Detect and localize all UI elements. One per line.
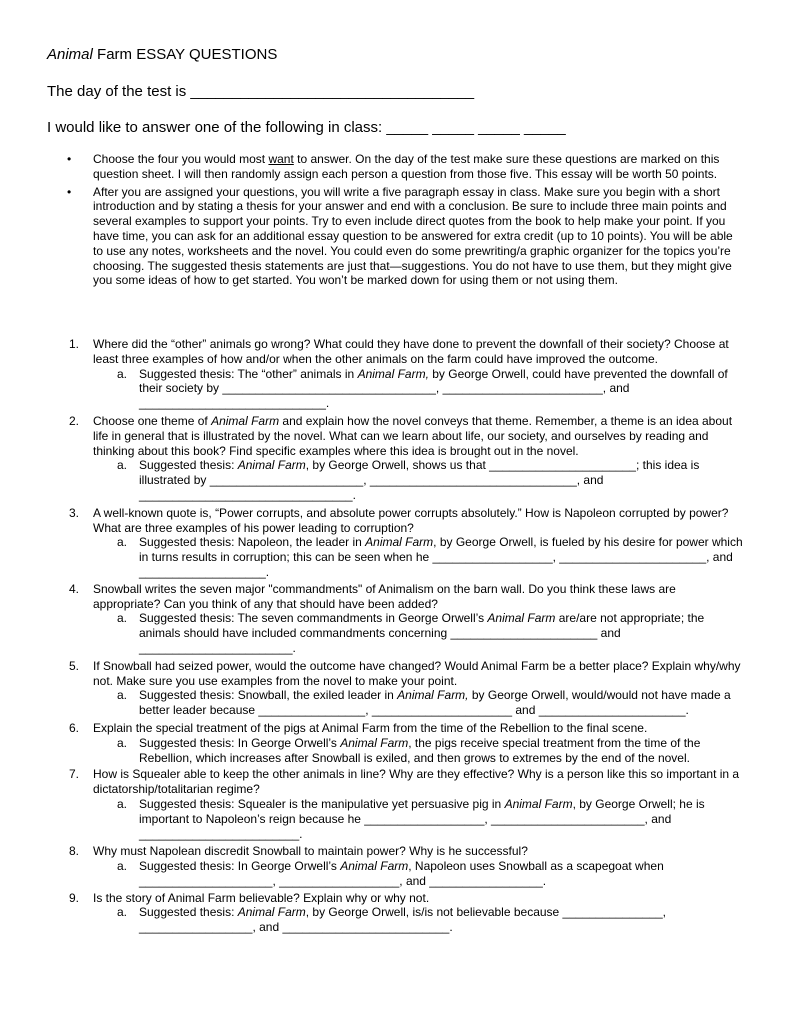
thesis-italic: Animal Farm, [397, 688, 469, 703]
question-text: How is Squealer able to keep the other animals in line? Why are they effective? Why is a person like this so important in a dictatorship/totalitarian regime? [93, 767, 740, 797]
bullet-marker: • [67, 152, 72, 166]
sub-letter: a. [117, 735, 128, 750]
thesis-italic: Animal Farm [487, 611, 556, 626]
suggested-thesis [93, 611, 746, 655]
sub-letter: a. [117, 611, 128, 626]
question-text-part: Choose one theme of [93, 413, 212, 428]
thesis-text: , by George Orwell, is fueled by his desire for power which in turns results in corruption; this can be seen when he __________________, ______________________, and ___________________. [139, 535, 743, 579]
sub-letter: a. [117, 905, 128, 920]
question-item [69, 337, 746, 411]
question-text [93, 414, 746, 458]
instruction-underlined: want [268, 152, 294, 166]
question-number: 5. [69, 658, 80, 673]
question-italic: Animal Farm [211, 413, 280, 428]
question-item [69, 506, 746, 580]
thesis-text: Suggested thesis: Napoleon, the leader in [139, 535, 366, 550]
question-item [69, 844, 746, 888]
question-number: 2. [69, 413, 80, 428]
question-text: A well-known quote is, “Power corrupts, and absolute power corrupts absolutely.” How is Napoleon corrupted by power? What are three examples of his power leading to corruption? [93, 505, 729, 535]
thesis-text: , by George Orwell, shows us that ______________________; this idea is illustrated by _______________________, _______________________________, and ________________________________. [139, 458, 700, 502]
instruction-item [66, 185, 746, 289]
thesis-text: Suggested thesis: In George Orwell’s [139, 859, 341, 874]
question-text: Is the story of Animal Farm believable? Explain why or why not. [93, 890, 430, 905]
thesis-text: by George Orwell, would/would not have made a better leader because ________________, _____________________ and ______________________. [139, 688, 731, 718]
question-text: If Snowball had seized power, would the outcome have changed? Would Animal Farm be a better place? Explain why/why not. Make sure you use examples from the novel to make your point. [93, 658, 741, 688]
sub-letter: a. [117, 796, 128, 811]
thesis-italic: Animal Farm [365, 535, 434, 550]
thesis-text: Suggested thesis: In George Orwell’s [139, 735, 341, 750]
suggested-thesis [93, 797, 746, 841]
thesis-text: Suggested thesis: Squealer is the manipulative yet persuasive pig in [139, 796, 505, 811]
thesis-text: are/are not appropriate; the animals should have included commandments concerning ______________________ and _______________________. [139, 611, 705, 655]
title-italic: Animal [47, 46, 93, 63]
question-number: 7. [69, 767, 80, 782]
thesis-text: by George Orwell, could have prevented the downfall of their society by ________________________________, ________________________, and ____________________________. [139, 366, 728, 411]
question-number: 3. [69, 505, 80, 520]
sub-letter: a. [117, 458, 128, 473]
question-item [69, 721, 746, 765]
thesis-italic: Animal Farm [237, 905, 306, 920]
class-choice-line: I would like to answer one of the following in class: _____ _____ _____ _____ [47, 119, 566, 136]
question-item [69, 891, 746, 935]
suggested-thesis [93, 736, 746, 766]
question-text: Explain the special treatment of the pigs at Animal Farm from the time of the Rebellion to the final scene. [93, 720, 648, 735]
suggested-thesis [93, 688, 746, 718]
bullet-marker: • [67, 184, 72, 199]
sub-letter: a. [117, 535, 128, 550]
instruction-item [66, 152, 746, 182]
thesis-italic: Animal Farm [340, 859, 409, 874]
questions-list [69, 337, 746, 935]
question-item [69, 767, 746, 841]
thesis-text: Suggested thesis: The “other” animals in [139, 366, 358, 381]
thesis-italic: Animal Farm [504, 796, 573, 811]
sub-letter: a. [117, 366, 128, 381]
page-title [47, 46, 277, 64]
thesis-text: , Napoleon uses Snowball as a scapegoat when ____________________, __________________, and _________________. [139, 859, 664, 888]
suggested-thesis [93, 859, 746, 889]
question-text: Snowball writes the seven major "commandments" of Animalism on the barn wall. Do you think these laws are appropriate? Can you think of any that should have been added? [93, 581, 676, 611]
suggested-thesis [93, 458, 746, 502]
sub-letter: a. [117, 688, 128, 703]
thesis-text: Suggested thesis: [139, 905, 238, 920]
thesis-text: Suggested thesis: Snowball, the exiled leader in [139, 688, 398, 703]
thesis-text: Suggested thesis: [139, 458, 238, 473]
thesis-text: , by George Orwell; he is important to Napoleon’s reign because he __________________, _______________________, and ________________________. [139, 796, 705, 841]
instruction-text: Choose the four you would most [93, 152, 269, 166]
thesis-italic: Animal Farm, [357, 366, 429, 381]
instructions-list [66, 152, 746, 291]
question-number: 4. [69, 581, 80, 596]
title-rest: Farm ESSAY QUESTIONS [92, 46, 278, 63]
instruction-text: After you are assigned your questions, you will write a five paragraph essay in class. Make sure you begin with a short introduction and by stating a thesis for your answer and end with a conclusion. Be sure to include three main points and several examples to support your points. Try to even include direct quotes from the book to help make your point. If you have time, you can ask for an additional essay question to be answered for extra credit (up to 10 points). You will be able to use any notes, worksheets and the novel. You could even do some prewriting/a graphic organizer for the topics you’re choosing. The suggested thesis statements are just that—suggestions. You do not have to use them, but they might give you some ideas of how to get started. You won’t be marked down for using them or not using them. [93, 184, 733, 288]
suggested-thesis [93, 535, 746, 579]
suggested-thesis [93, 367, 746, 411]
question-text-part: and explain how the novel conveys that theme. Remember, a theme is an idea about life in general that is illustrated by the novel. What can we learn about life, our society, and ourselves by reading and thinking about this book? Find specific examples where this idea is brought out in the novel. [93, 413, 733, 458]
instruction-text: to answer. On the day of the test make sure these questions are marked on this question sheet. I will then randomly assign each person a question from those five. This essay will be worth 50 points. [93, 152, 720, 181]
question-item [69, 414, 746, 503]
question-number: 1. [69, 337, 80, 351]
question-number: 8. [69, 844, 80, 859]
thesis-italic: Animal Farm [340, 735, 409, 750]
question-item [69, 659, 746, 718]
sub-letter: a. [117, 859, 128, 874]
question-text: Why must Napolean discredit Snowball to maintain power? Why is he successful? [93, 844, 528, 859]
question-text: Where did the “other” animals go wrong? What could they have done to prevent the downfall of their society? Choose at least three examples of how and/or when the other animals on the farm could have improved the outcome. [93, 337, 729, 366]
question-number: 9. [69, 890, 80, 905]
thesis-text: , the pigs receive special treatment from the time of the Rebellion, which increases after Snowball is exiled, and then grows to extremes by the end of the novel. [139, 735, 701, 765]
thesis-text: Suggested thesis: The seven commandments in George Orwell’s [139, 611, 488, 626]
question-number: 6. [69, 720, 80, 735]
thesis-text: , by George Orwell, is/is not believable because _______________, _________________, and _________________________. [139, 905, 666, 935]
suggested-thesis [93, 905, 746, 935]
test-day-line: The day of the test is __________________________________ [47, 83, 475, 100]
thesis-italic: Animal Farm [237, 458, 306, 473]
question-item [69, 582, 746, 656]
